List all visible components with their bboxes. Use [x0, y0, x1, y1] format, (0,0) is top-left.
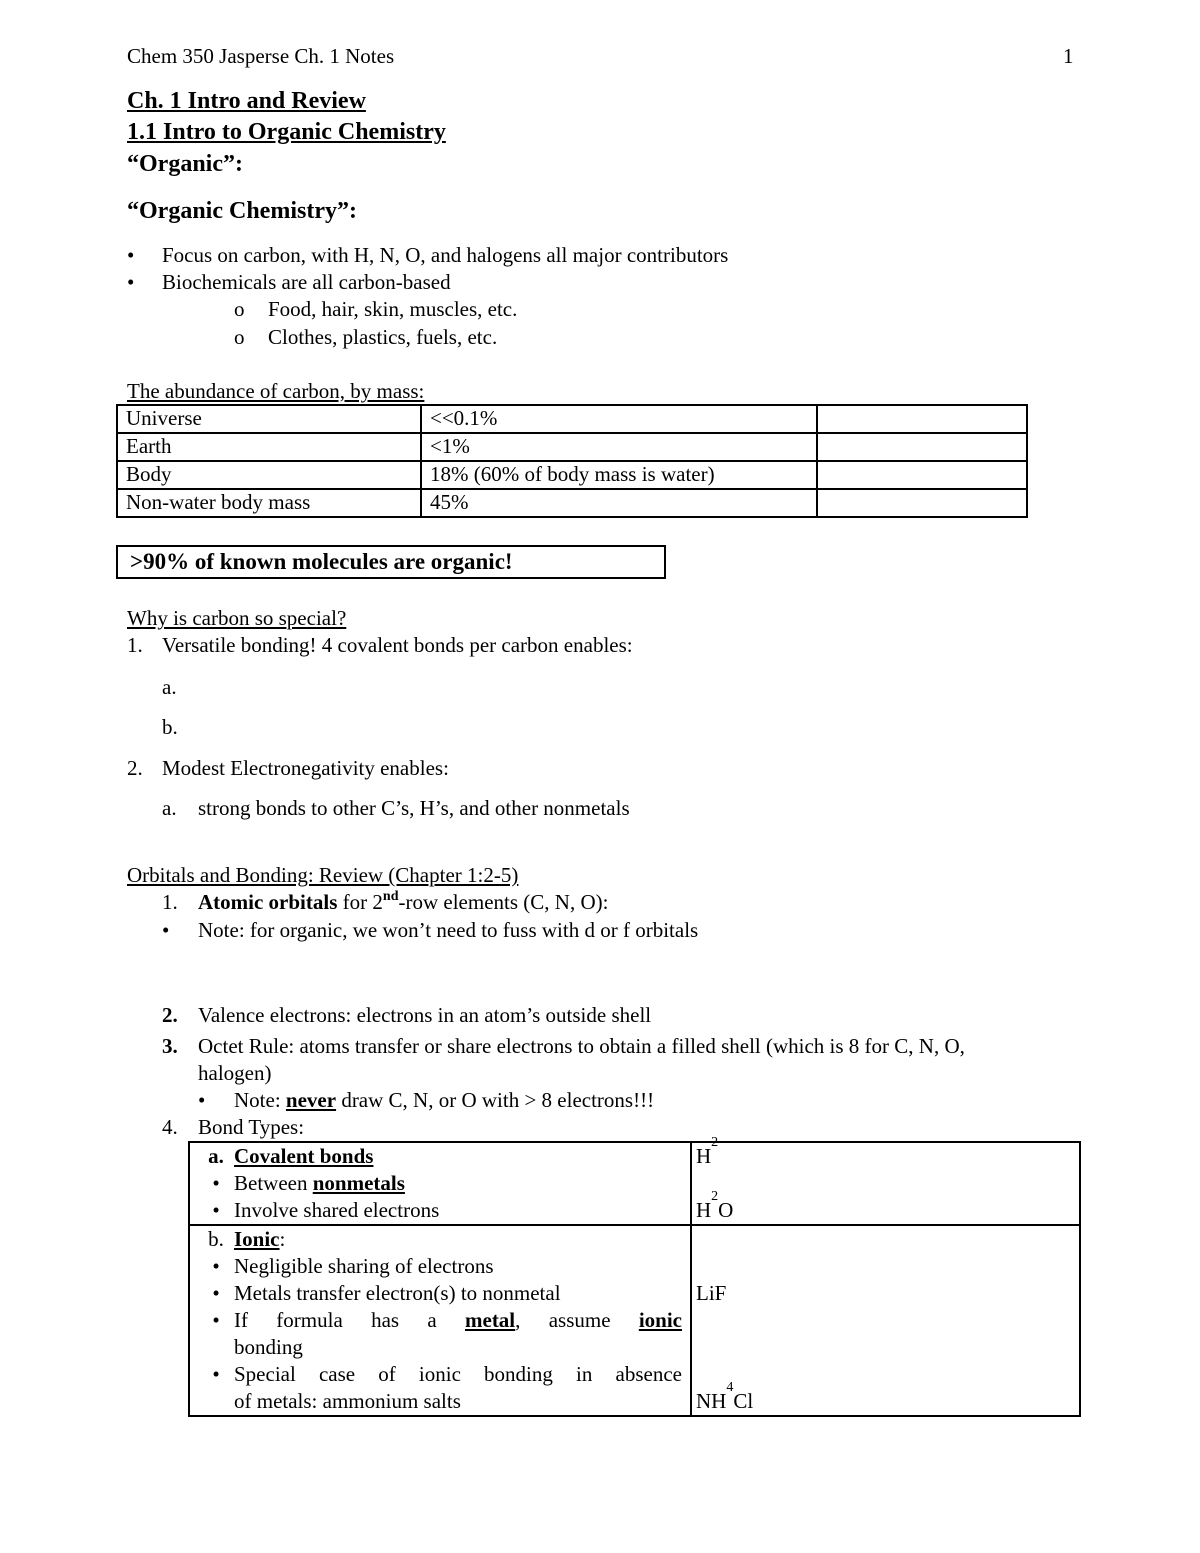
bullet-item — [198, 1361, 682, 1388]
example-h2o — [696, 1189, 1079, 1224]
table-row — [189, 1142, 1080, 1225]
subscript: 4 — [726, 1380, 734, 1395]
ionic-title: Ionic — [234, 1227, 280, 1251]
table-cell-value: <<0.1% — [421, 405, 817, 433]
indent — [198, 1388, 234, 1415]
abundance-table — [116, 404, 1028, 518]
bullet-icon — [198, 1197, 234, 1224]
table-cell-extra — [817, 461, 1027, 489]
table-cell-place: Body — [117, 461, 421, 489]
table-row — [189, 1225, 1080, 1416]
sub-bullet-icon: o — [234, 325, 245, 349]
list-item — [162, 796, 630, 821]
bullet-item — [127, 243, 728, 268]
bullet-icon — [198, 1253, 234, 1280]
word: , — [515, 1308, 521, 1332]
bullet-text: Focus on carbon, with H, N, O, and halogens all major contributors — [162, 243, 729, 267]
example-h2 — [696, 1135, 1079, 1170]
list-letter: b. — [208, 1227, 224, 1251]
list-text: strong bonds to other C’s, H’s, and other nonmetals — [198, 796, 630, 820]
table-cell-extra — [817, 489, 1027, 517]
bullet-text: Note: for organic, we won’t need to fuss with d or f orbitals — [198, 918, 699, 942]
list-item — [162, 1034, 965, 1059]
sub-bullet-icon: o — [234, 297, 245, 321]
subscript: 2 — [711, 1135, 719, 1150]
bullet-text: Metals transfer electron(s) to nonmetal — [234, 1281, 561, 1305]
word: a — [427, 1308, 437, 1332]
why-carbon-heading: Why is carbon so special? — [127, 606, 347, 630]
page-header-title: Chem 350 Jasperse Ch. 1 Notes — [127, 44, 395, 68]
list-item — [162, 1115, 304, 1140]
bullet-item — [198, 1280, 682, 1307]
organic-chemistry-heading: “Organic Chemistry”: — [127, 198, 357, 224]
word: If — [234, 1308, 248, 1332]
bullet-icon — [127, 270, 162, 295]
section-heading: 1.1 Intro to Organic Chemistry — [127, 119, 446, 145]
example-lif: LiF — [696, 1281, 727, 1305]
spacer — [696, 1226, 1079, 1280]
list-item — [162, 1003, 651, 1028]
orbitals-heading: Orbitals and Bonding: Review (Chapter 1:2-5) — [127, 863, 519, 887]
table-row — [117, 405, 1027, 433]
bullet-text: Between — [234, 1171, 313, 1195]
bullet-item — [198, 1307, 682, 1334]
table-cell-place: Universe — [117, 405, 421, 433]
list-letter: b. — [162, 715, 178, 739]
list-item — [162, 890, 608, 915]
word: has — [371, 1308, 400, 1332]
page-number: 1 — [1063, 44, 1074, 68]
list-number: 1. — [162, 890, 178, 914]
covalent-title: Covalent bonds — [234, 1144, 374, 1168]
formula-text: O — [718, 1198, 734, 1222]
list-letter: a. — [162, 675, 177, 699]
bullet-item — [198, 1170, 690, 1197]
bullet-icon — [198, 1170, 234, 1197]
list-number: 2. — [162, 1003, 178, 1027]
bullet-icon — [127, 243, 162, 268]
organic-heading: “Organic”: — [127, 151, 243, 177]
bullet-icon — [198, 1307, 234, 1334]
list-text: Versatile bonding! 4 covalent bonds per carbon enables: — [162, 633, 633, 657]
ionic-title-row — [198, 1226, 682, 1253]
metal-emphasis: metal — [465, 1308, 516, 1332]
table-cell-extra — [817, 433, 1027, 461]
ionic-examples-cell — [691, 1225, 1080, 1416]
table-row — [117, 461, 1027, 489]
sub-bullet-text: Clothes, plastics, fuels, etc. — [268, 325, 498, 349]
bullet-item — [162, 918, 698, 943]
ionic-emphasis: ionic — [638, 1308, 682, 1332]
list-text: Bond Types: — [198, 1115, 305, 1139]
table-cell-extra — [817, 405, 1027, 433]
table-cell-value: 45% — [421, 489, 817, 517]
indent — [198, 1334, 234, 1361]
covalent-title-row — [198, 1143, 690, 1170]
table-cell-value: <1% — [421, 433, 817, 461]
list-number: 4. — [162, 1115, 178, 1139]
list-letter: a. — [162, 796, 177, 820]
justified-line — [234, 1307, 682, 1334]
formula-text: H — [696, 1198, 712, 1222]
bullet-text: Note: — [234, 1088, 286, 1112]
bullet-item — [198, 1253, 682, 1280]
bullet-item — [198, 1197, 690, 1224]
list-text: Octet Rule: atoms transfer or share electrons to obtain a filled shell (which is 8 for C, N, O, — [198, 1034, 965, 1058]
bullet-continuation — [198, 1388, 682, 1415]
sub-bullet-item — [234, 297, 517, 322]
bullet-text: Involve shared electrons — [234, 1198, 440, 1222]
table-cell-place: Non-water body mass — [117, 489, 421, 517]
colon: : — [279, 1227, 286, 1251]
spacer — [696, 1307, 1079, 1388]
formula-text: Cl — [733, 1389, 754, 1413]
table-row — [117, 433, 1027, 461]
table-cell-value: 18% (60% of body mass is water) — [421, 461, 817, 489]
list-number: 2. — [127, 756, 143, 780]
list-number: 3. — [162, 1034, 178, 1058]
bullet-text: draw C, N, or O with > 8 electrons!!! — [336, 1088, 655, 1112]
nonmetals-emphasis: nonmetals — [312, 1171, 405, 1195]
bullet-text: of metals: ammonium salts — [234, 1389, 461, 1413]
bullet-continuation — [198, 1334, 682, 1361]
bond-types-table — [188, 1135, 1081, 1417]
list-item — [127, 633, 633, 658]
bullet-text: Special case of ionic bonding in absence — [234, 1362, 682, 1386]
table-cell-place: Earth — [117, 433, 421, 461]
formula-text: NH — [696, 1389, 727, 1413]
bullet-icon — [162, 918, 198, 943]
list-text-continued: halogen) — [198, 1061, 272, 1085]
covalent-examples-cell — [691, 1135, 1080, 1225]
callout-box: >90% of known molecules are organic! — [116, 545, 666, 579]
atomic-orbitals-term: Atomic orbitals — [198, 890, 338, 914]
abundance-caption: The abundance of carbon, by mass: — [127, 379, 425, 403]
covalent-cell — [189, 1142, 691, 1225]
list-text: for 2 — [337, 890, 383, 914]
list-item — [127, 756, 449, 781]
subscript: 2 — [711, 1189, 719, 1204]
list-text: Modest Electronegativity enables: — [162, 756, 449, 780]
word: formula — [276, 1308, 343, 1332]
word: assume — [548, 1308, 611, 1332]
list-number: 1. — [127, 633, 143, 657]
sub-bullet-text: Food, hair, skin, muscles, etc. — [268, 297, 518, 321]
bullet-text: bonding — [234, 1335, 303, 1359]
bullet-item — [127, 270, 451, 295]
table-row — [117, 489, 1027, 517]
formula-text: H — [696, 1144, 712, 1168]
bullet-icon — [198, 1280, 234, 1307]
example-nh4cl — [696, 1380, 1079, 1415]
bullet-icon — [198, 1361, 234, 1388]
never-emphasis: never — [285, 1088, 337, 1112]
bullet-text: Biochemicals are all carbon-based — [162, 270, 451, 294]
superscript: nd — [382, 889, 399, 904]
list-letter: a. — [208, 1144, 224, 1168]
sub-bullet-item — [234, 325, 497, 350]
bullet-item — [198, 1088, 654, 1113]
chapter-heading: Ch. 1 Intro and Review — [127, 88, 366, 114]
bullet-icon — [198, 1088, 234, 1113]
ionic-cell — [189, 1225, 691, 1416]
list-text: -row elements (C, N, O): — [398, 890, 609, 914]
spacer — [696, 1170, 1079, 1197]
bullet-text: Negligible sharing of electrons — [234, 1254, 494, 1278]
list-text: Valence electrons: electrons in an atom’s outside shell — [198, 1003, 652, 1027]
